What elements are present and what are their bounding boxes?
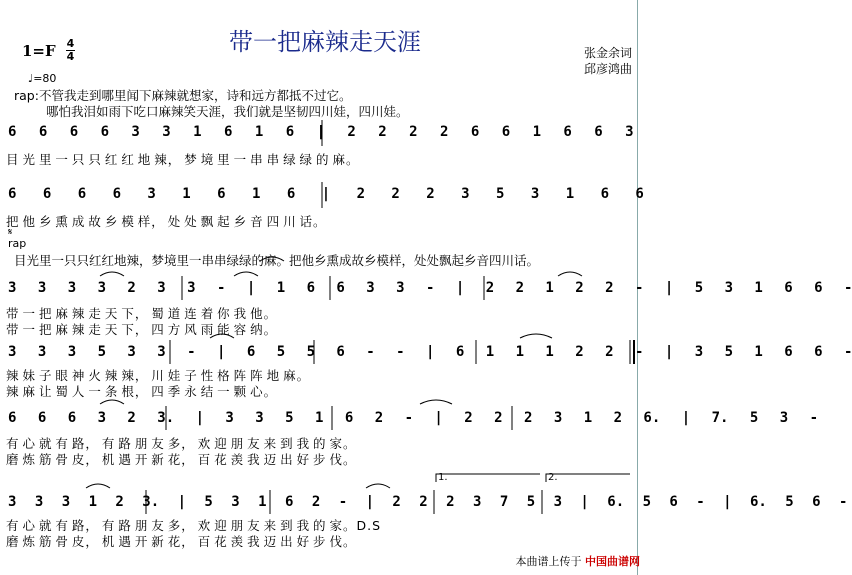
rap-label: rap [8,237,27,250]
lyrics-row-2: 把 他 乡 熏 成 故 乡 模 样， 处 处 飘 起 乡 音 四 川 话。 [6,214,327,229]
slur [100,272,124,276]
lyrics-row-4-verse-1: 辣 妹 子 眼 神 火 辣 辣， 川 娃 子 性 格 阵 阵 地 麻。 [6,368,311,383]
key-signature: 1=F [22,42,56,60]
lyrics-row-5-verse-2: 磨 炼 筋 骨 皮， 机 遇 开 新 花， 百 花 羡 我 迈 出 好 步 伐。 [6,452,357,467]
slur [210,334,234,338]
rap-lyrics: 目光里一只只红红地辣，梦境里一串串绿绿的麻。把他乡熏成故乡模样，处处飘起乡音四川话。 [14,253,540,268]
lyricist-credit: 张金余词 [583,46,632,60]
lyrics-row-3-verse-1: 带 一 把 麻 辣 走 天 下， 蜀 道 连 着 你 我 他。 [6,306,278,321]
notation-row-5: 6 6 6 3 2 3. | 3 3 5 1 6 2 - | 2 2 2 3 1 2 6. | 7. 5 3 - [8,410,819,426]
volta-bracket-1 [436,474,540,482]
slur [366,484,390,488]
volta-1: 1. [438,472,448,483]
tempo-mark: ♩=80 [28,72,57,85]
rap-intro-line-2: 哪怕我泪如雨下吃口麻辣笑天涯，我们就是坚韧四川娃，四川娃。 [46,104,409,119]
volta-2: 2. [548,472,558,483]
notation-row-3: 3 3 3 3 2 3 3 - | 1 6 6 3 3 - | 2 2 1 2 2 - | 5 3 1 6 6 - [8,280,852,296]
lyrics-row-6-verse-2: 磨 炼 筋 骨 皮， 机 遇 开 新 花， 百 花 羡 我 迈 出 好 步 伐。 [6,534,357,549]
notation-row-4: 3 3 3 5 3 3 - | 6 5 5 6 - - | 6 1 1 1 2 2 - | 3 5 1 6 6 - [8,344,852,360]
slur [420,400,452,404]
time-signature: 4 4 [66,37,75,63]
slur [86,484,110,488]
lyrics-row-4-verse-2: 辣 麻 让 蜀 人 一 条 根， 四 季 永 结 一 颗 心。 [6,384,278,399]
lyrics-row-6-verse-1: 有 心 就 有 路， 有 路 朋 友 多， 欢 迎 朋 友 来 到 我 的 家。D.S [6,518,382,533]
lyrics-row-3-verse-2: 带 一 把 麻 辣 走 天 下， 四 方 风 雨 能 容 纳。 [6,322,278,337]
slur [558,272,582,276]
notation-row-2: 6 6 6 6 3 1 6 1 6 | 2 2 2 3 5 3 1 6 6 [8,186,644,202]
footer-prefix: 本曲谱上传于 [515,555,582,568]
song-title: 带一把麻辣走天涯 [229,28,421,56]
slur [100,400,124,404]
segno-mark: 𝄋 [8,227,13,238]
slur [234,272,258,276]
lyrics-row-5-verse-1: 有 心 就 有 路， 有 路 朋 友 多， 欢 迎 朋 友 来 到 我 的 家。 [6,436,357,451]
notation-row-6: 3 3 3 1 2 3. | 5 3 1 6 2 - | 2 2 2 3 7 5 3 | 6. 5 6 - | 6. 5 6 - [8,494,848,510]
site-logo: 中国曲谱网 [585,555,640,568]
volta-bracket-2 [546,474,630,482]
notation-row-1: 6 6 6 6 3 3 1 6 1 6 | 2 2 2 2 6 6 1 6 6 3 [8,124,634,140]
slur [520,334,552,338]
composer-credit: 邱彦鸿曲 [583,62,632,76]
slur [260,257,284,261]
lyrics-row-1: 目 光 里 一 只 只 红 红 地 辣， 梦 境 里 一 串 串 绿 绿 的 麻。 [6,152,360,167]
rap-intro-line-1: rap:不管我走到哪里闻下麻辣就想家，诗和远方都抵不过它。 [14,88,352,103]
